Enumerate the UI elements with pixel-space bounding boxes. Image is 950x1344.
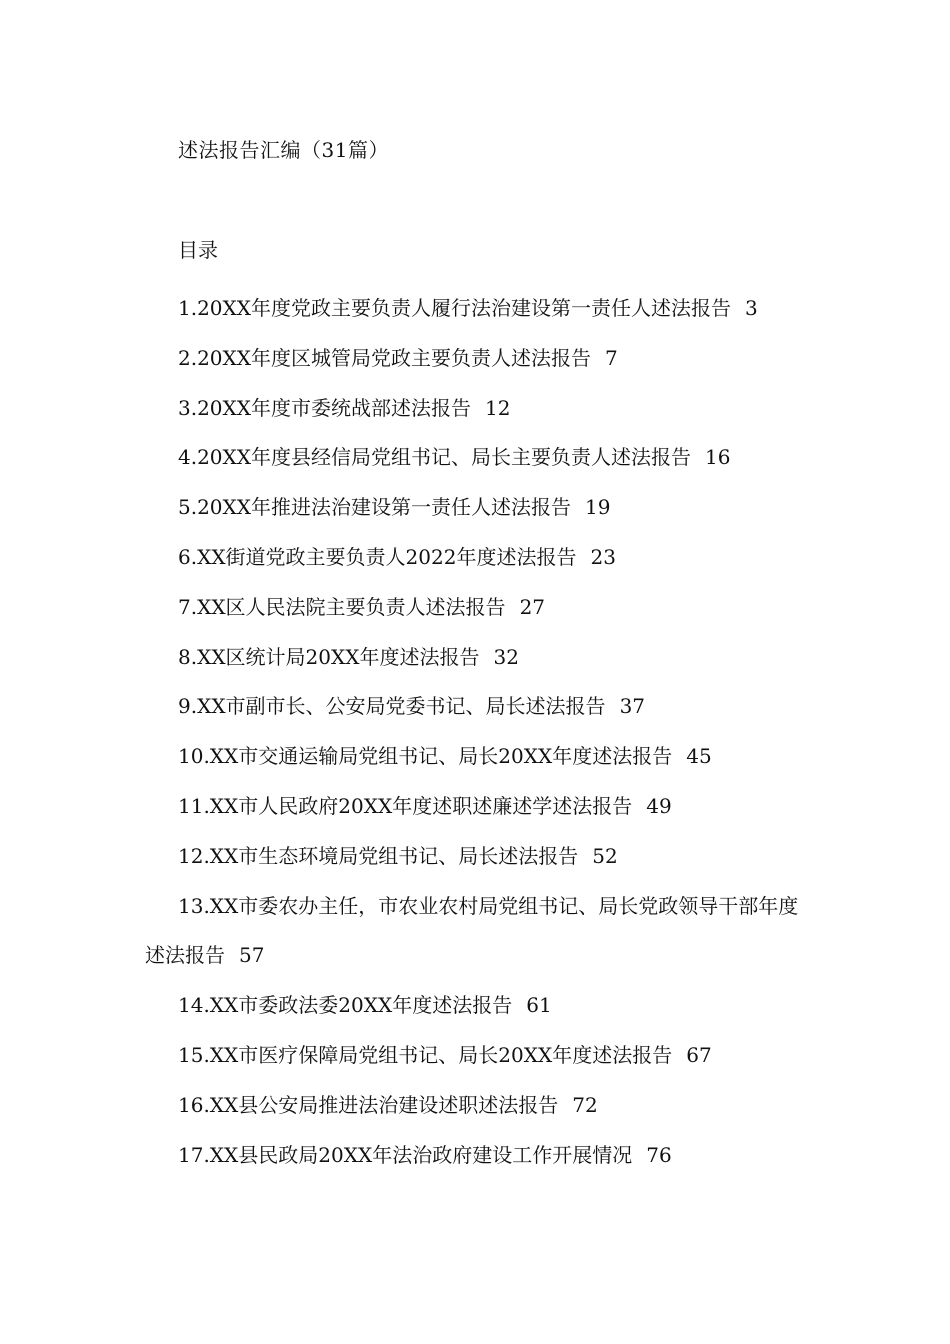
toc-entry-text: 12.XX市生态环境局党组书记、局长述法报告 [178, 843, 579, 868]
toc-entry[interactable] [145, 1131, 815, 1181]
toc-entry-page: 61 [526, 993, 552, 1018]
toc-entry-text: 11.XX市人民政府20XX年度述职述廉述学述法报告 [178, 793, 633, 818]
toc-entry-page: 16 [705, 445, 731, 470]
toc-entry[interactable] [145, 732, 815, 782]
toc-entry-text: 16.XX县公安局推进法治建设述职述法报告 [178, 1092, 559, 1117]
toc-entry[interactable] [145, 882, 815, 982]
toc-entry-page: 32 [493, 644, 519, 669]
toc-entry[interactable] [145, 533, 815, 583]
document-title: 述法报告汇编（31篇） [178, 138, 389, 162]
toc-entry[interactable] [145, 334, 815, 384]
toc-entry-text: 5.20XX年推进法治建设第一责任人述法报告 [178, 495, 572, 520]
toc-entry-text: 3.20XX年度市委统战部述法报告 [178, 395, 472, 420]
toc-entry-page: 19 [585, 495, 611, 520]
toc-entry-page: 45 [686, 744, 712, 769]
toc-entry[interactable] [145, 981, 815, 1031]
toc-entry-page: 27 [519, 594, 546, 619]
toc-entry-page: 23 [590, 544, 616, 569]
toc-entry-text: 15.XX市医疗保障局党组书记、局长20XX年度述法报告 [178, 1042, 673, 1067]
toc-entry-text: 17.XX县民政局20XX年法治政府建设工作开展情况 [178, 1142, 633, 1167]
toc-entry-page: 67 [686, 1042, 712, 1067]
toc-entry-text: 8.XX区统计局20XX年度述法报告 [178, 644, 480, 669]
toc-entry[interactable] [145, 682, 815, 732]
toc-entry-page: 7 [605, 345, 618, 370]
toc-entry[interactable] [145, 284, 815, 334]
toc-entry-page: 72 [572, 1092, 598, 1117]
toc-entry[interactable] [145, 633, 815, 683]
toc-entry-text: 7.XX区人民法院主要负责人述法报告 [178, 594, 506, 619]
toc-entry-text: 10.XX市交通运输局党组书记、局长20XX年度述法报告 [178, 744, 673, 769]
toc-entry-text: 13.XX市委农办主任，市农业农村局党组书记、局长党政领导干部年度述法报告 [145, 893, 799, 968]
toc-entry[interactable] [145, 433, 815, 483]
toc-entry-page: 3 [745, 296, 758, 320]
toc-list [145, 284, 815, 1180]
toc-entry-page: 37 [619, 694, 646, 719]
toc-entry[interactable] [145, 483, 815, 533]
toc-entry[interactable] [145, 583, 815, 633]
toc-entry-page: 76 [646, 1142, 672, 1167]
toc-entry[interactable] [145, 832, 815, 882]
toc-entry-page: 57 [239, 943, 265, 968]
toc-entry-text: 14.XX市委政法委20XX年度述法报告 [178, 993, 513, 1018]
toc-entry-page: 49 [646, 793, 672, 818]
toc-entry-text: 1.20XX年度党政主要负责人履行法治建设第一责任人述法报告 [178, 296, 732, 320]
toc-heading: 目录 [178, 238, 218, 262]
toc-entry[interactable] [145, 1081, 815, 1131]
toc-entry[interactable] [145, 1031, 815, 1081]
toc-entry-text: 2.20XX年度区城管局党政主要负责人述法报告 [178, 345, 592, 370]
toc-entry[interactable] [145, 782, 815, 832]
toc-entry-text: 4.20XX年度县经信局党组书记、局长主要负责人述法报告 [178, 445, 692, 470]
toc-entry[interactable] [145, 384, 815, 434]
toc-entry-text: 6.XX街道党政主要负责人2022年度述法报告 [178, 544, 577, 569]
toc-entry-page: 12 [485, 395, 511, 420]
toc-entry-text: 9.XX市副市长、公安局党委书记、局长述法报告 [178, 694, 606, 719]
toc-entry-page: 52 [592, 843, 618, 868]
